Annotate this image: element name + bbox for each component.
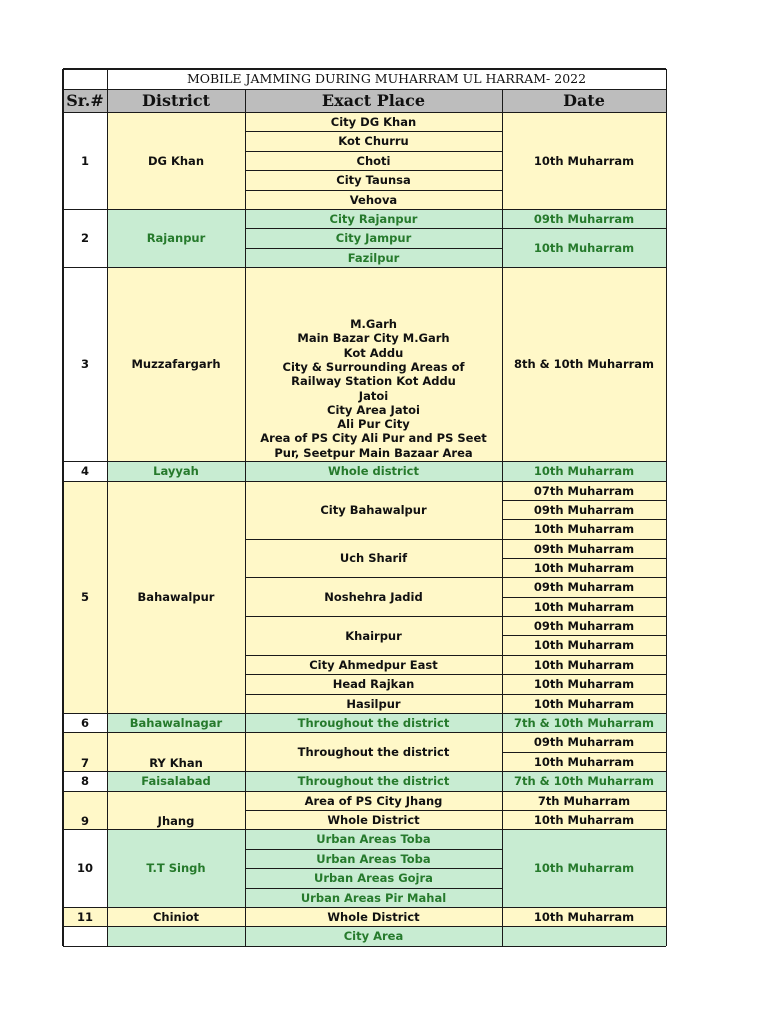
grid-line — [502, 519, 503, 539]
grid-line — [666, 907, 667, 926]
grid-line — [666, 112, 667, 209]
grid-line — [245, 888, 502, 889]
grid-line — [502, 597, 503, 616]
grid-line — [666, 481, 667, 500]
grid-line — [245, 810, 502, 811]
grid-line — [107, 791, 245, 792]
grid-line — [63, 112, 107, 113]
cell-date-5g: 10th Muharram — [502, 694, 666, 713]
grid-line — [502, 500, 666, 501]
grid-line — [502, 674, 503, 694]
grid-line — [502, 926, 666, 927]
grid-line — [502, 829, 666, 830]
grid-line — [245, 248, 246, 267]
cell-title: MOBILE JAMMING DURING MUHARRAM UL HARRAM- 2022 — [186, 71, 587, 86]
grid-line — [666, 771, 667, 791]
cell-date-5b2: 10th Muharram — [502, 558, 666, 577]
grid-line — [107, 112, 245, 113]
grid-line — [245, 267, 246, 461]
grid-line — [245, 849, 502, 850]
cell-place-5b: Uch Sharif — [245, 539, 502, 577]
cell-district-12 — [107, 926, 245, 946]
cell-sr-10: 10 — [63, 829, 107, 907]
grid-line — [502, 752, 503, 771]
grid-line — [245, 461, 246, 481]
grid-line — [245, 829, 502, 830]
grid-line — [245, 228, 246, 248]
grid-line — [63, 946, 107, 947]
grid-line — [245, 771, 502, 772]
grid-line — [666, 209, 667, 228]
cell-place-5c: Noshehra Jadid — [245, 577, 502, 616]
cell-district-3: Muzzafargarh — [107, 267, 245, 461]
grid-line — [63, 481, 107, 482]
cell-date-7b: 10th Muharram — [502, 752, 666, 771]
grid-line — [245, 849, 246, 868]
grid-line — [107, 713, 108, 732]
cell-place-2b: City Jampur — [245, 228, 502, 248]
grid-line — [245, 694, 502, 695]
grid-line — [245, 461, 502, 462]
grid-line — [502, 926, 503, 946]
grid-line — [502, 539, 666, 540]
grid-line — [502, 461, 666, 462]
cell-place-10d: Urban Areas Pir Mahal — [245, 888, 502, 907]
cell-date-5d2: 10th Muharram — [502, 635, 666, 655]
grid-line — [245, 810, 246, 829]
grid-line — [245, 713, 502, 714]
grid-line — [107, 209, 108, 267]
grid-line — [107, 946, 245, 947]
grid-line — [245, 616, 246, 655]
grid-line — [502, 89, 666, 90]
cell-date-9b: 10th Muharram — [502, 810, 666, 829]
grid-line — [245, 577, 246, 616]
grid-line — [107, 461, 245, 462]
cell-date-7a: 09th Muharram — [502, 732, 666, 752]
grid-line — [63, 732, 107, 733]
grid-line — [245, 89, 502, 90]
grid-line — [502, 209, 503, 228]
cell-place-3: M.Garh Main Bazar City M.Garh Kot Addu City & Surrounding Areas of Railway Station Kot Addu Jatoi City Area Jatoi Ali Pur City Area of PS City Ali Pur and PS Seet Pur, Seetpur Main Bazaar Area — [245, 267, 502, 461]
grid-line — [502, 635, 503, 655]
cell-place-10c: Urban Areas Gojra — [245, 868, 502, 888]
grid-line — [107, 907, 108, 926]
cell-place-1d: City Taunsa — [245, 170, 502, 190]
grid-line — [502, 519, 666, 520]
cell-district-5: Bahawalpur — [107, 481, 245, 713]
cell-sr-8: 8 — [63, 771, 107, 791]
grid-line — [502, 791, 666, 792]
grid-line — [63, 907, 107, 908]
cell-district-6: Bahawalnagar — [107, 713, 245, 732]
grid-line — [502, 616, 666, 617]
grid-line — [666, 558, 667, 577]
grid-line — [63, 461, 107, 462]
cell-place-9b: Whole District — [245, 810, 502, 829]
cell-sr-2: 2 — [63, 209, 107, 267]
grid-line — [107, 771, 245, 772]
grid-line — [502, 655, 666, 656]
cell-h-sr: Sr.# — [63, 89, 107, 112]
cell-h-district: District — [107, 89, 245, 112]
cell-date-5e: 10th Muharram — [502, 655, 666, 674]
grid-line — [245, 577, 502, 578]
cell-date-5d1: 09th Muharram — [502, 616, 666, 635]
grid-line — [245, 539, 246, 577]
grid-line — [502, 946, 666, 947]
grid-line — [502, 694, 503, 713]
grid-line — [502, 209, 666, 210]
grid-line — [666, 694, 667, 713]
grid-line — [245, 131, 246, 151]
grid-line — [107, 267, 108, 461]
cell-sr-4: 4 — [63, 461, 107, 481]
cell-h-date: Date — [502, 89, 666, 112]
grid-line — [502, 481, 666, 482]
grid-line — [107, 112, 108, 209]
cell-place-12: City Area — [245, 926, 502, 946]
grid-line — [502, 267, 503, 461]
grid-line — [245, 946, 502, 947]
grid-line — [502, 829, 503, 907]
grid-line — [502, 907, 666, 908]
grid-line — [63, 68, 666, 69]
grid-line — [245, 907, 502, 908]
grid-line — [502, 771, 503, 791]
cell-date-12 — [502, 926, 666, 946]
grid-line — [502, 713, 666, 714]
grid-line — [107, 732, 108, 771]
grid-line — [666, 635, 667, 655]
grid-line — [502, 694, 666, 695]
grid-line — [245, 771, 246, 791]
cell-district-2: Rajanpur — [107, 209, 245, 267]
grid-line — [245, 791, 502, 792]
cell-date-5f: 10th Muharram — [502, 674, 666, 694]
grid-line — [502, 228, 666, 229]
grid-line — [666, 926, 667, 946]
grid-line — [666, 89, 667, 112]
grid-line — [107, 829, 108, 907]
grid-line — [245, 829, 246, 849]
grid-line — [502, 500, 503, 519]
grid-line — [63, 829, 107, 830]
cell-date-4: 10th Muharram — [502, 461, 666, 481]
grid-line — [107, 926, 108, 946]
grid-line — [502, 810, 503, 829]
cell-district-11: Chiniot — [107, 907, 245, 926]
grid-line — [245, 190, 502, 191]
cell-place-5d: Khairpur — [245, 616, 502, 655]
grid-line — [502, 655, 503, 674]
cell-district-10: T.T Singh — [107, 829, 245, 907]
grid-line — [107, 89, 245, 90]
cell-date-3: 8th & 10th Muharram — [502, 267, 666, 461]
grid-line — [245, 190, 246, 209]
grid-line — [245, 926, 246, 946]
cell-sr-1: 1 — [63, 112, 107, 209]
grid-line — [245, 112, 246, 131]
cell-sr-3: 3 — [63, 267, 107, 461]
cell-place-9a: Area of PS City Jhang — [245, 791, 502, 810]
grid-line — [245, 151, 246, 170]
grid-line — [666, 228, 667, 267]
grid-line — [502, 771, 666, 772]
grid-line — [107, 907, 245, 908]
grid-line — [502, 267, 666, 268]
grid-line — [245, 248, 502, 249]
grid-line — [63, 771, 107, 772]
grid-line — [62, 69, 63, 946]
grid-line — [245, 228, 502, 229]
grid-line — [502, 112, 503, 209]
cell-district-7: RY Khan — [107, 732, 245, 771]
cell-sr-12 — [63, 926, 107, 946]
grid-line — [63, 791, 107, 792]
grid-line — [107, 69, 108, 89]
grid-line — [245, 868, 246, 888]
grid-line — [107, 267, 245, 268]
grid-line — [666, 791, 667, 810]
cell-date-10: 10th Muharram — [502, 829, 666, 907]
grid-line — [245, 888, 246, 907]
grid-line — [245, 89, 246, 112]
grid-line — [63, 926, 107, 927]
cell-place-7: Throughout the district — [245, 732, 502, 771]
grid-line — [245, 926, 502, 927]
grid-line — [666, 577, 667, 597]
grid-line — [63, 267, 107, 268]
grid-line — [666, 655, 667, 674]
grid-line — [245, 170, 502, 171]
grid-line — [107, 481, 245, 482]
grid-line — [245, 674, 502, 675]
grid-line — [502, 481, 503, 500]
cell-date-8: 7th & 10th Muharram — [502, 771, 666, 791]
grid-line — [245, 112, 502, 113]
cell-place-1c: Choti — [245, 151, 502, 170]
grid-line — [666, 539, 667, 558]
cell-h-place: Exact Place — [245, 89, 502, 112]
grid-line — [666, 810, 667, 829]
grid-line — [502, 597, 666, 598]
grid-line — [245, 170, 246, 190]
grid-line — [107, 791, 108, 829]
cell-date-5b1: 09th Muharram — [502, 539, 666, 558]
grid-line — [666, 519, 667, 539]
grid-line — [107, 771, 108, 791]
cell-district-1: DG Khan — [107, 112, 245, 209]
grid-line — [107, 732, 245, 733]
grid-line — [502, 577, 503, 597]
grid-line — [245, 131, 502, 132]
cell-sr-6: 6 — [63, 713, 107, 732]
grid-line — [107, 829, 245, 830]
grid-line — [666, 752, 667, 771]
cell-place-6: Throughout the district — [245, 713, 502, 732]
cell-district-4: Layyah — [107, 461, 245, 481]
grid-line — [666, 461, 667, 481]
grid-line — [245, 655, 246, 674]
cell-date-11: 10th Muharram — [502, 907, 666, 926]
grid-line — [63, 89, 107, 90]
grid-line — [502, 228, 503, 267]
grid-line — [245, 539, 502, 540]
grid-line — [245, 209, 502, 210]
grid-line — [502, 616, 503, 635]
grid-line — [666, 500, 667, 519]
grid-line — [245, 868, 502, 869]
grid-line — [666, 616, 667, 635]
grid-line — [107, 209, 245, 210]
cell-place-1e: Vehova — [245, 190, 502, 209]
grid-line — [502, 732, 666, 733]
grid-line — [107, 481, 108, 713]
cell-place-4: Whole district — [245, 461, 502, 481]
cell-place-5e: City Ahmedpur East — [245, 655, 502, 674]
cell-date-6: 7th & 10th Muharram — [502, 713, 666, 732]
cell-place-5g: Hasilpur — [245, 694, 502, 713]
grid-line — [245, 267, 502, 268]
cell-place-1a: City DG Khan — [245, 112, 502, 131]
grid-line — [245, 907, 246, 926]
grid-line — [502, 713, 503, 732]
cell-district-9: Jhang — [107, 791, 245, 829]
grid-line — [502, 558, 503, 577]
grid-line — [502, 461, 503, 481]
cell-place-10a: Urban Areas Toba — [245, 829, 502, 849]
cell-sr-5: 5 — [63, 481, 107, 713]
grid-line — [245, 655, 502, 656]
grid-line — [245, 481, 246, 539]
cell-place-10b: Urban Areas Toba — [245, 849, 502, 868]
grid-line — [107, 713, 245, 714]
cell-place-2a: City Rajanpur — [245, 209, 502, 228]
cell-sr-7: 7 — [63, 732, 107, 771]
grid-line — [502, 674, 666, 675]
grid-line — [502, 558, 666, 559]
cell-district-8: Faisalabad — [107, 771, 245, 791]
grid-line — [502, 635, 666, 636]
grid-line — [502, 732, 503, 752]
grid-line — [666, 829, 667, 907]
cell-date-2a: 09th Muharram — [502, 209, 666, 228]
grid-line — [245, 151, 502, 152]
cell-sr-11: 11 — [63, 907, 107, 926]
grid-line — [107, 89, 108, 112]
grid-line — [245, 732, 502, 733]
grid-line — [245, 732, 246, 771]
grid-line — [666, 674, 667, 694]
grid-line — [666, 597, 667, 616]
grid-line — [245, 209, 246, 228]
cell-place-11: Whole District — [245, 907, 502, 926]
grid-line — [107, 926, 245, 927]
cell-place-8: Throughout the district — [245, 771, 502, 791]
cell-sr-9: 9 — [63, 791, 107, 829]
grid-line — [63, 713, 107, 714]
cell-place-5a: City Bahawalpur — [245, 481, 502, 539]
cell-date-5a2: 09th Muharram — [502, 500, 666, 519]
grid-line — [245, 481, 502, 482]
grid-line — [502, 907, 503, 926]
grid-line — [107, 461, 108, 481]
grid-line — [63, 209, 107, 210]
grid-line — [245, 713, 246, 732]
grid-line — [245, 616, 502, 617]
cell-place-2c: Fazilpur — [245, 248, 502, 267]
grid-line — [245, 791, 246, 810]
grid-line — [666, 713, 667, 732]
cell-place-1b: Kot Churru — [245, 131, 502, 151]
cell-date-5a3: 10th Muharram — [502, 519, 666, 539]
cell-date-9a: 7th Muharram — [502, 791, 666, 810]
grid-line — [666, 732, 667, 752]
grid-line — [666, 267, 667, 461]
cell-date-1: 10th Muharram — [502, 112, 666, 209]
grid-line — [502, 810, 666, 811]
cell-date-5c1: 09th Muharram — [502, 577, 666, 597]
grid-line — [502, 89, 503, 112]
cell-date-5a1: 07th Muharram — [502, 481, 666, 500]
grid-line — [502, 577, 666, 578]
grid-line — [502, 539, 503, 558]
cell-date-5c2: 10th Muharram — [502, 597, 666, 616]
grid-line — [245, 694, 246, 713]
grid-line — [502, 752, 666, 753]
cell-place-5f: Head Rajkan — [245, 674, 502, 694]
grid-line — [502, 112, 666, 113]
grid-line — [502, 791, 503, 810]
cell-date-2b: 10th Muharram — [502, 228, 666, 267]
grid-line — [666, 69, 667, 89]
grid-line — [245, 674, 246, 694]
